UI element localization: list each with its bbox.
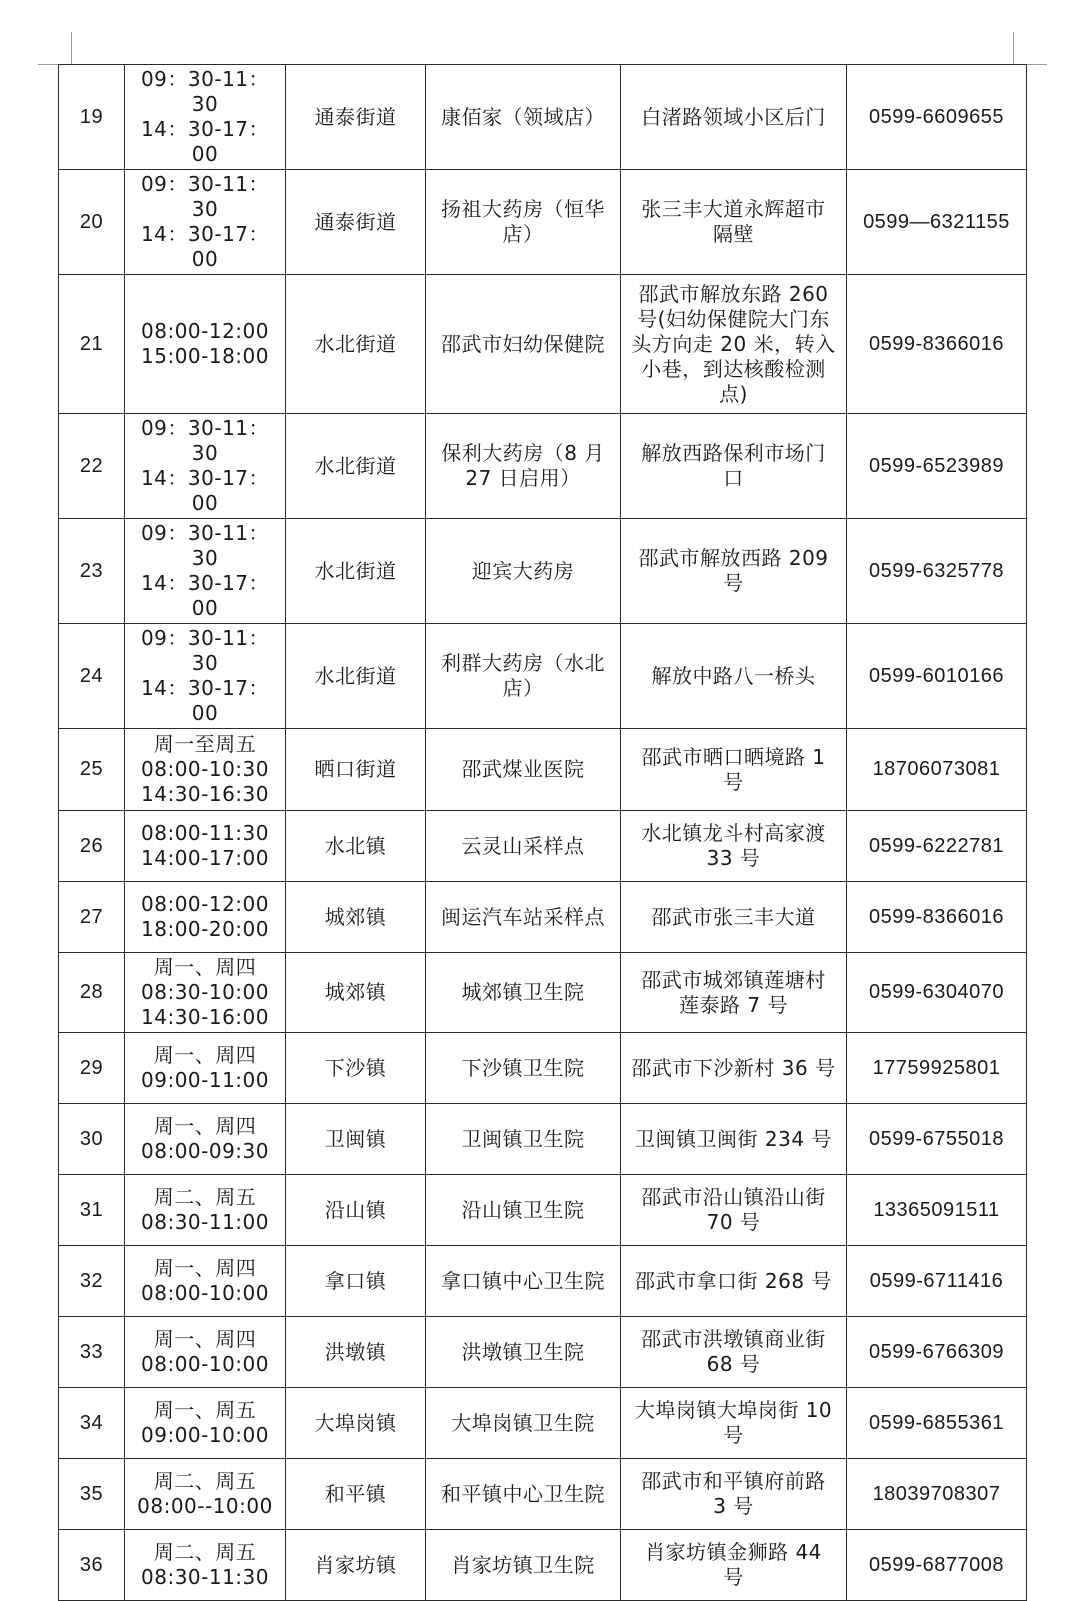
contact-phone: 0599-6855361 [847,1388,1027,1459]
service-hours: 周二、周五 08:30-11:30 [125,1530,286,1601]
service-hours: 周一、周四 09:00-11:00 [125,1033,286,1104]
table-row [59,170,1027,275]
service-hours: 周一、周四 08:00-10:00 [125,1317,286,1388]
street-or-town: 水北镇 [286,811,426,882]
site-address: 大埠岗镇大埠岗街 10 号 [621,1388,847,1459]
site-address: 邵武市洪墩镇商业街 68 号 [621,1317,847,1388]
site-name: 保利大药房（8 月 27 日启用） [426,414,621,519]
contact-phone: 0599-6755018 [847,1104,1027,1175]
row-number: 27 [59,882,125,953]
site-name: 迎宾大药房 [426,519,621,624]
site-address: 邵武市解放东路 260 号(妇幼保健院大门东 头方向走 20 米，转入 小巷，到达核酸检测 点) [621,275,847,414]
row-number: 21 [59,275,125,414]
street-or-town: 卫闽镇 [286,1104,426,1175]
contact-phone: 0599—6321155 [847,170,1027,275]
contact-phone: 18706073081 [847,729,1027,811]
site-address: 邵武市拿口街 268 号 [621,1246,847,1317]
street-or-town: 通泰街道 [286,65,426,170]
contact-phone: 0599-6304070 [847,953,1027,1033]
site-address: 白渚路领域小区后门 [621,65,847,170]
street-or-town: 城郊镇 [286,882,426,953]
site-name: 卫闽镇卫生院 [426,1104,621,1175]
site-name: 邵武煤业医院 [426,729,621,811]
contact-phone: 0599-6609655 [847,65,1027,170]
table-row [59,1033,1027,1104]
site-name: 下沙镇卫生院 [426,1033,621,1104]
site-name: 沿山镇卫生院 [426,1175,621,1246]
site-name: 拿口镇中心卫生院 [426,1246,621,1317]
service-hours: 09：30-11：30 14：30-17：00 [125,414,286,519]
site-address: 邵武市解放西路 209 号 [621,519,847,624]
site-address: 解放西路保利市场门 口 [621,414,847,519]
service-hours: 09：30-11：30 14：30-17：00 [125,170,286,275]
street-or-town: 大埠岗镇 [286,1388,426,1459]
row-number: 31 [59,1175,125,1246]
street-or-town: 和平镇 [286,1459,426,1530]
row-number: 24 [59,624,125,729]
contact-phone: 0599-8366016 [847,882,1027,953]
testing-site-table [58,64,1027,1601]
service-hours: 09：30-11：30 14：30-17：00 [125,624,286,729]
contact-phone: 0599-8366016 [847,275,1027,414]
table-row [59,729,1027,811]
contact-phone: 0599-6711416 [847,1246,1027,1317]
row-number: 33 [59,1317,125,1388]
contact-phone: 0599-6222781 [847,811,1027,882]
row-number: 19 [59,65,125,170]
street-or-town: 水北街道 [286,414,426,519]
corner-mark-left-vertical [71,32,72,64]
site-address: 肖家坊镇金狮路 44 号 [621,1530,847,1601]
street-or-town: 水北街道 [286,624,426,729]
row-number: 30 [59,1104,125,1175]
site-name: 云灵山采样点 [426,811,621,882]
service-hours: 08:00-12:00 18:00-20:00 [125,882,286,953]
table-row [59,811,1027,882]
contact-phone: 0599-6766309 [847,1317,1027,1388]
site-name: 利群大药房（水北 店） [426,624,621,729]
row-number: 26 [59,811,125,882]
contact-phone: 18039708307 [847,1459,1027,1530]
street-or-town: 洪墩镇 [286,1317,426,1388]
site-address: 邵武市下沙新村 36 号 [621,1033,847,1104]
table-row [59,65,1027,170]
site-address: 水北镇龙斗村高家渡 33 号 [621,811,847,882]
contact-phone: 0599-6877008 [847,1530,1027,1601]
street-or-town: 通泰街道 [286,170,426,275]
site-name: 和平镇中心卫生院 [426,1459,621,1530]
service-hours: 08:00-12:00 15:00-18:00 [125,275,286,414]
site-name: 肖家坊镇卫生院 [426,1530,621,1601]
table-row [59,1246,1027,1317]
street-or-town: 城郊镇 [286,953,426,1033]
contact-phone: 0599-6010166 [847,624,1027,729]
row-number: 32 [59,1246,125,1317]
contact-phone: 0599-6523989 [847,414,1027,519]
table-row [59,1459,1027,1530]
service-hours: 周一、周四 08:00-09:30 [125,1104,286,1175]
service-hours: 09：30-11：30 14：30-17：00 [125,65,286,170]
table-row [59,1388,1027,1459]
site-name: 扬祖大药房（恒华 店） [426,170,621,275]
service-hours: 周一、周四 08:30-10:00 14:30-16:00 [125,953,286,1033]
table-row [59,1175,1027,1246]
service-hours: 周一至周五 08:00-10:30 14:30-16:30 [125,729,286,811]
site-address: 卫闽镇卫闽街 234 号 [621,1104,847,1175]
table-row [59,1104,1027,1175]
row-number: 35 [59,1459,125,1530]
table-row [59,882,1027,953]
row-number: 28 [59,953,125,1033]
service-hours: 周二、周五 08:00--10:00 [125,1459,286,1530]
site-name: 城郊镇卫生院 [426,953,621,1033]
street-or-town: 肖家坊镇 [286,1530,426,1601]
site-name: 闽运汽车站采样点 [426,882,621,953]
site-name: 邵武市妇幼保健院 [426,275,621,414]
service-hours: 08:00-11:30 14:00-17:00 [125,811,286,882]
table-body [59,65,1027,1601]
table-row [59,1317,1027,1388]
street-or-town: 水北街道 [286,519,426,624]
service-hours: 周一、周四 08:00-10:00 [125,1246,286,1317]
street-or-town: 沿山镇 [286,1175,426,1246]
site-address: 解放中路八一桥头 [621,624,847,729]
row-number: 22 [59,414,125,519]
site-name: 洪墩镇卫生院 [426,1317,621,1388]
table-row [59,414,1027,519]
contact-phone: 0599-6325778 [847,519,1027,624]
contact-phone: 17759925801 [847,1033,1027,1104]
row-number: 20 [59,170,125,275]
street-or-town: 水北街道 [286,275,426,414]
street-or-town: 晒口街道 [286,729,426,811]
table-row [59,953,1027,1033]
row-number: 29 [59,1033,125,1104]
table-row [59,624,1027,729]
street-or-town: 下沙镇 [286,1033,426,1104]
service-hours: 周二、周五 08:30-11:00 [125,1175,286,1246]
table-row [59,519,1027,624]
table-row [59,1530,1027,1601]
table-row [59,275,1027,414]
row-number: 25 [59,729,125,811]
site-address: 张三丰大道永辉超市 隔壁 [621,170,847,275]
site-address: 邵武市晒口晒境路 1 号 [621,729,847,811]
corner-mark-right-vertical [1013,32,1014,64]
site-address: 邵武市城郊镇莲塘村 莲泰路 7 号 [621,953,847,1033]
site-address: 邵武市张三丰大道 [621,882,847,953]
service-hours: 周一、周五 09:00-10:00 [125,1388,286,1459]
service-hours: 09：30-11：30 14：30-17：00 [125,519,286,624]
contact-phone: 13365091511 [847,1175,1027,1246]
row-number: 34 [59,1388,125,1459]
site-address: 邵武市和平镇府前路 3 号 [621,1459,847,1530]
site-name: 康佰家（领域店） [426,65,621,170]
row-number: 36 [59,1530,125,1601]
page-corner-marks [0,0,1080,70]
site-name: 大埠岗镇卫生院 [426,1388,621,1459]
row-number: 23 [59,519,125,624]
street-or-town: 拿口镇 [286,1246,426,1317]
site-address: 邵武市沿山镇沿山街 70 号 [621,1175,847,1246]
